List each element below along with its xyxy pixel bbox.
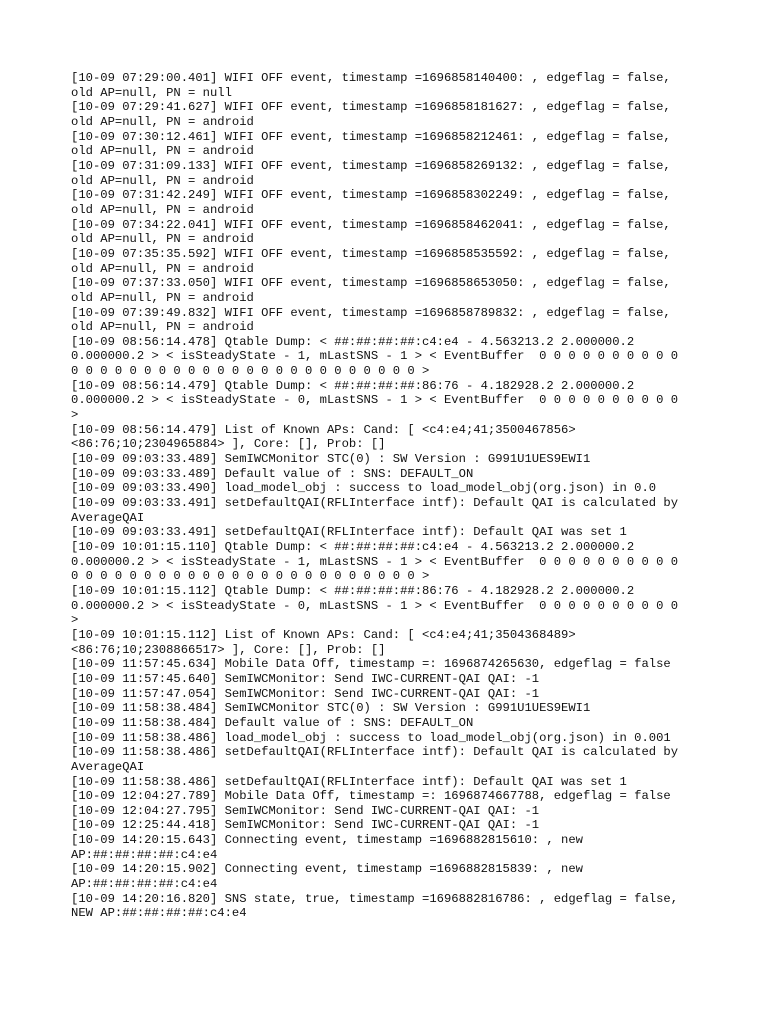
log-line: [10-09 11:57:45.640] SemIWCMonitor: Send IWC-CURRENT-QAI QAI: -1 bbox=[71, 671, 540, 686]
log-line: [10-09 10:01:15.112] List of Known APs: Cand: [ <c4:e4;41;3504368489> bbox=[71, 627, 576, 642]
log-line: 0.000000.2 > < isSteadyState - 0, mLastSNS - 1 > < EventBuffer 0 0 0 0 0 0 0 0 0 0 bbox=[71, 598, 679, 613]
log-line: old AP=null, PN = android bbox=[71, 232, 254, 247]
log-line: AP:##:##:##:##:c4:e4 bbox=[71, 847, 218, 862]
log-line: [10-09 07:39:49.832] WIFI OFF event, timestamp =1696858789832: , edgeflag = false, bbox=[71, 305, 671, 320]
log-line: old AP=null, PN = android bbox=[71, 173, 254, 188]
log-line: [10-09 11:58:38.484] Default value of : SNS: DEFAULT_ON bbox=[71, 715, 474, 730]
log-line: [10-09 09:03:33.489] SemIWCMonitor STC(0) : SW Version : G991U1UES9EWI1 bbox=[71, 452, 591, 467]
log-line: [10-09 07:35:35.592] WIFI OFF event, timestamp =1696858535592: , edgeflag = false, bbox=[71, 246, 671, 261]
log-line: [10-09 12:25:44.418] SemIWCMonitor: Send IWC-CURRENT-QAI QAI: -1 bbox=[71, 818, 540, 833]
log-line: [10-09 12:04:27.795] SemIWCMonitor: Send IWC-CURRENT-QAI QAI: -1 bbox=[71, 803, 540, 818]
log-line: [10-09 07:31:09.133] WIFI OFF event, timestamp =1696858269132: , edgeflag = false, bbox=[71, 158, 671, 173]
log-line: old AP=null, PN = android bbox=[71, 114, 254, 129]
log-line: [10-09 08:56:14.479] List of Known APs: Cand: [ <c4:e4;41;3500467856> bbox=[71, 422, 576, 437]
log-line: [10-09 12:04:27.789] Mobile Data Off, timestamp =: 1696874667788, edgeflag = false bbox=[71, 789, 671, 804]
log-line: [10-09 07:29:41.627] WIFI OFF event, timestamp =1696858181627: , edgeflag = false, bbox=[71, 100, 671, 115]
log-line: [10-09 14:20:15.902] Connecting event, timestamp =1696882815839: , new bbox=[71, 862, 583, 877]
log-line: [10-09 11:57:45.634] Mobile Data Off, timestamp =: 1696874265630, edgeflag = false bbox=[71, 657, 671, 672]
log-line: [10-09 08:56:14.479] Qtable Dump: < ##:##:##:##:86:76 - 4.182928.2 2.000000.2 bbox=[71, 378, 635, 393]
log-line: [10-09 11:58:38.486] load_model_obj : success to load_model_obj(org.json) in 0.001 bbox=[71, 730, 671, 745]
log-line: [10-09 10:01:15.112] Qtable Dump: < ##:##:##:##:86:76 - 4.182928.2 2.000000.2 bbox=[71, 583, 635, 598]
log-line: old AP=null, PN = android bbox=[71, 290, 254, 305]
log-line: [10-09 07:30:12.461] WIFI OFF event, timestamp =1696858212461: , edgeflag = false, bbox=[71, 129, 671, 144]
log-line: old AP=null, PN = android bbox=[71, 261, 254, 276]
log-line: AverageQAI bbox=[71, 510, 145, 525]
log-line: [10-09 11:57:47.054] SemIWCMonitor: Send IWC-CURRENT-QAI QAI: -1 bbox=[71, 686, 540, 701]
log-line: old AP=null, PN = android bbox=[71, 144, 254, 159]
log-line: 0.000000.2 > < isSteadyState - 1, mLastSNS - 1 > < EventBuffer 0 0 0 0 0 0 0 0 0 0 bbox=[71, 349, 679, 364]
log-line: [10-09 11:58:38.486] setDefaultQAI(RFLInterface intf): Default QAI is calculated by bbox=[71, 745, 679, 760]
log-line: AP:##:##:##:##:c4:e4 bbox=[71, 877, 218, 892]
log-line: [10-09 07:29:00.401] WIFI OFF event, timestamp =1696858140400: , edgeflag = false, bbox=[71, 71, 671, 85]
log-line: > bbox=[71, 613, 79, 628]
log-line: [10-09 09:03:33.491] setDefaultQAI(RFLInterface intf): Default QAI is calculated by bbox=[71, 496, 679, 511]
log-line: NEW AP:##:##:##:##:c4:e4 bbox=[71, 906, 247, 921]
log-line: [10-09 08:56:14.478] Qtable Dump: < ##:##:##:##:c4:e4 - 4.563213.2 2.000000.2 bbox=[71, 334, 635, 349]
log-line: old AP=null, PN = android bbox=[71, 320, 254, 335]
log-line: [10-09 07:34:22.041] WIFI OFF event, timestamp =1696858462041: , edgeflag = false, bbox=[71, 217, 671, 232]
log-line: 0 0 0 0 0 0 0 0 0 0 0 0 0 0 0 0 0 0 0 0 0 0 0 0 > bbox=[71, 569, 430, 584]
log-line: AverageQAI bbox=[71, 759, 145, 774]
log-line: <86:76;10;2308866517> ], Core: [], Prob: [] bbox=[71, 642, 386, 657]
log-line: old AP=null, PN = android bbox=[71, 202, 254, 217]
log-line: 0 0 0 0 0 0 0 0 0 0 0 0 0 0 0 0 0 0 0 0 0 0 0 0 > bbox=[71, 364, 430, 379]
log-line: [10-09 07:31:42.249] WIFI OFF event, timestamp =1696858302249: , edgeflag = false, bbox=[71, 188, 671, 203]
log-line: > bbox=[71, 408, 79, 423]
log-line: [10-09 11:58:38.486] setDefaultQAI(RFLInterface intf): Default QAI was set 1 bbox=[71, 774, 627, 789]
log-line: 0.000000.2 > < isSteadyState - 1, mLastSNS - 1 > < EventBuffer 0 0 0 0 0 0 0 0 0 0 bbox=[71, 554, 679, 569]
log-line: [10-09 14:20:16.820] SNS state, true, timestamp =1696882816786: , edgeflag = false, bbox=[71, 891, 679, 906]
log-line: 0.000000.2 > < isSteadyState - 0, mLastSNS - 1 > < EventBuffer 0 0 0 0 0 0 0 0 0 0 bbox=[71, 393, 679, 408]
log-line: [10-09 14:20:15.643] Connecting event, timestamp =1696882815610: , new bbox=[71, 833, 583, 848]
log-line: [10-09 09:03:33.491] setDefaultQAI(RFLInterface intf): Default QAI was set 1 bbox=[71, 525, 627, 540]
log-line: [10-09 09:03:33.489] Default value of : SNS: DEFAULT_ON bbox=[71, 466, 474, 481]
log-line: [10-09 09:03:33.490] load_model_obj : success to load_model_obj(org.json) in 0.0 bbox=[71, 481, 657, 496]
log-line: old AP=null, PN = null bbox=[71, 85, 232, 100]
log-line: [10-09 10:01:15.110] Qtable Dump: < ##:##:##:##:c4:e4 - 4.563213.2 2.000000.2 bbox=[71, 540, 635, 554]
log-line: [10-09 11:58:38.484] SemIWCMonitor STC(0) : SW Version : G991U1UES9EWI1 bbox=[71, 701, 591, 716]
log-line: [10-09 07:37:33.050] WIFI OFF event, timestamp =1696858653050: , edgeflag = false, bbox=[71, 276, 671, 291]
log-line: <86:76;10;2304965884> ], Core: [], Prob: [] bbox=[71, 437, 386, 452]
log-document bbox=[71, 71, 701, 921]
